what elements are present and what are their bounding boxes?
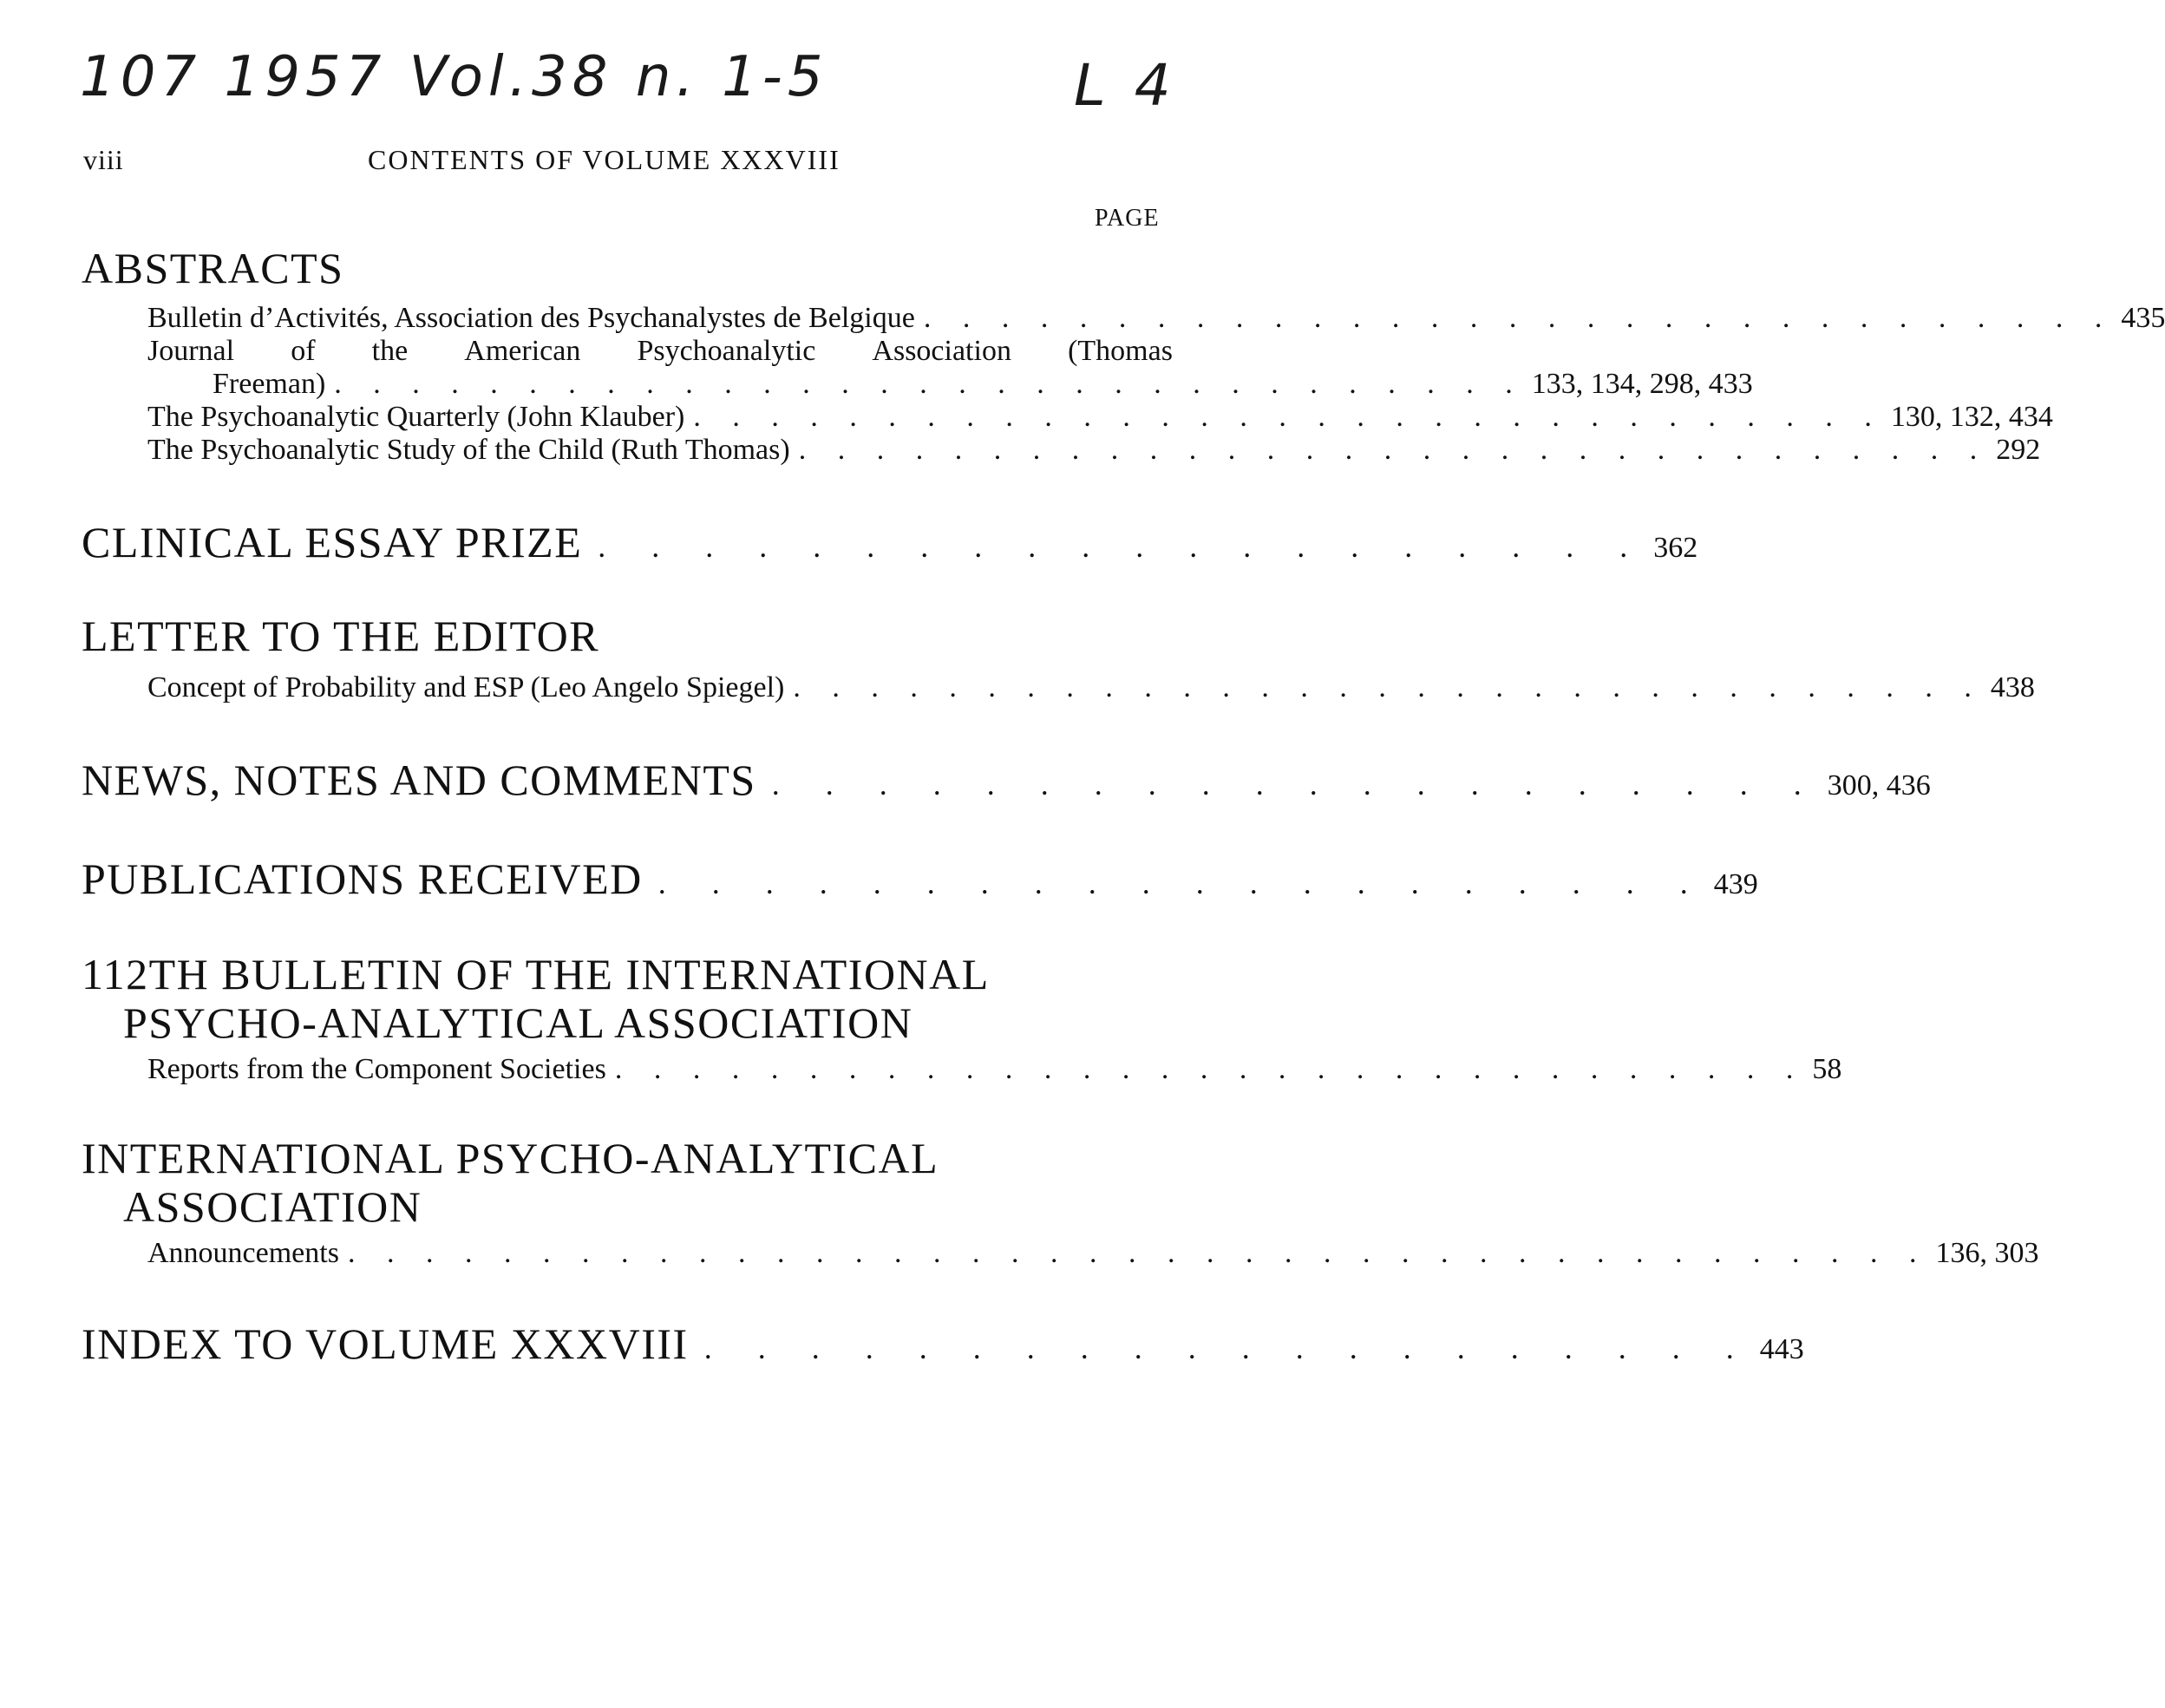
toc-entry-news-notes[interactable]: [82, 756, 1931, 804]
toc-entry[interactable]: [147, 302, 2165, 335]
heading-line: INTERNATIONAL PSYCHO-ANALYTICAL: [82, 1134, 939, 1182]
handwritten-annotation: 107 1957 Vol.38 n. 1-5: [80, 45, 828, 109]
toc-entry-line-1[interactable]: [147, 335, 1173, 368]
section-heading-ipa: [82, 1134, 939, 1231]
entry-word: American: [464, 335, 581, 367]
entry-pages: 435: [2121, 302, 2165, 334]
toc-entry-line-2[interactable]: [213, 368, 1753, 401]
section-heading-index: INDEX TO VOLUME XXXVIII: [82, 1319, 689, 1368]
section-heading-publications-received: PUBLICATIONS RECEIVED: [82, 854, 643, 903]
heading-line: ASSOCIATION: [123, 1182, 422, 1231]
entry-title: Announcements: [147, 1237, 339, 1269]
entry-title-continued: Freeman): [213, 368, 326, 400]
section-heading-abstracts: ABSTRACTS: [82, 244, 344, 292]
toc-entry-publications-received[interactable]: [82, 854, 1758, 903]
section-heading-clinical-essay-prize: CLINICAL ESSAY PRIZE: [82, 518, 583, 566]
dot-leader: . . . . . . . . . . . . . . . . . . . . . . . . . . . . . . .: [923, 302, 2115, 334]
entry-pages: 292: [1996, 434, 2041, 466]
page-title: CONTENTS OF VOLUME XXXVIII: [368, 144, 840, 175]
section-heading-letter-to-editor: LETTER TO THE EDITOR: [82, 612, 600, 660]
entry-word: the: [371, 335, 409, 367]
entry-title: Reports from the Component Societies: [147, 1053, 606, 1085]
section-heading-news-notes: NEWS, NOTES AND COMMENTS: [82, 756, 756, 804]
entry-title: The Psychoanalytic Study of the Child (Ruth Thomas): [147, 434, 790, 466]
toc-entry[interactable]: [147, 671, 2035, 704]
toc-entry[interactable]: [147, 434, 2041, 467]
entry-word: of: [291, 335, 316, 367]
dot-leader: . . . . . . . . . . . . . . . . . . . .: [771, 767, 1821, 802]
toc-entry-index[interactable]: [82, 1319, 1804, 1368]
entry-word: Psychoanalytic: [637, 335, 816, 367]
entry-title: The Psychoanalytic Quarterly (John Klauber): [147, 401, 685, 433]
handwritten-shelf-code: L 4: [1074, 52, 1176, 119]
toc-entry[interactable]: [147, 1053, 1842, 1086]
section-heading-112th-bulletin: [82, 950, 990, 1047]
entry-pages: 58: [1812, 1053, 1842, 1085]
dot-leader: . . . . . . . . . . . . . . . . . . . .: [598, 529, 1647, 564]
toc-entry[interactable]: [147, 401, 2053, 434]
entry-pages: 439: [1713, 868, 1758, 900]
page-folio: viii: [83, 144, 124, 175]
dot-leader: . . . . . . . . . . . . . . . . . . . . . . . . . . . . . . .: [693, 401, 1884, 433]
entry-title: Bulletin d’Activités, Association des Psychanalystes de Belgique: [147, 302, 915, 334]
dot-leader: . . . . . . . . . . . . . . . . . . . . . . . . . . . . . . . . . . . . . . . . .: [347, 1237, 1929, 1269]
toc-entry[interactable]: [147, 1237, 2039, 1270]
dot-leader: . . . . . . . . . . . . . . . . . . . . . . . . . . . . . . .: [614, 1053, 1806, 1085]
entry-word: Association: [872, 335, 1011, 367]
entry-pages: 443: [1759, 1333, 1804, 1365]
entry-word: Journal: [147, 335, 235, 367]
dot-leader: . . . . . . . . . . . . . . . . . . . .: [657, 866, 1707, 900]
entry-pages: 438: [1990, 671, 2035, 703]
entry-pages: 130, 132, 434: [1890, 401, 2053, 433]
entry-pages: 136, 303: [1935, 1237, 2039, 1269]
page-column-label: PAGE: [1095, 205, 1160, 232]
heading-line: PSYCHO-ANALYTICAL ASSOCIATION: [123, 998, 913, 1047]
dot-leader: . . . . . . . . . . . . . . . . . . . .: [703, 1331, 1753, 1365]
entry-title: Concept of Probability and ESP (Leo Angelo Spiegel): [147, 671, 785, 703]
dot-leader: . . . . . . . . . . . . . . . . . . . . . . . . . . . . . . .: [334, 368, 1525, 400]
entry-pages: 300, 436: [1827, 769, 1931, 802]
heading-line: 112TH BULLETIN OF THE INTERNATIONAL: [82, 950, 990, 998]
dot-leader: . . . . . . . . . . . . . . . . . . . . . . . . . . . . . . .: [793, 671, 1984, 703]
toc-entry-clinical-essay-prize[interactable]: [82, 518, 1698, 566]
entry-pages: 133, 134, 298, 433: [1531, 368, 1753, 400]
dot-leader: . . . . . . . . . . . . . . . . . . . . . . . . . . . . . . .: [798, 434, 1990, 466]
entry-word: (Thomas: [1068, 335, 1173, 367]
entry-pages: 362: [1653, 532, 1698, 564]
